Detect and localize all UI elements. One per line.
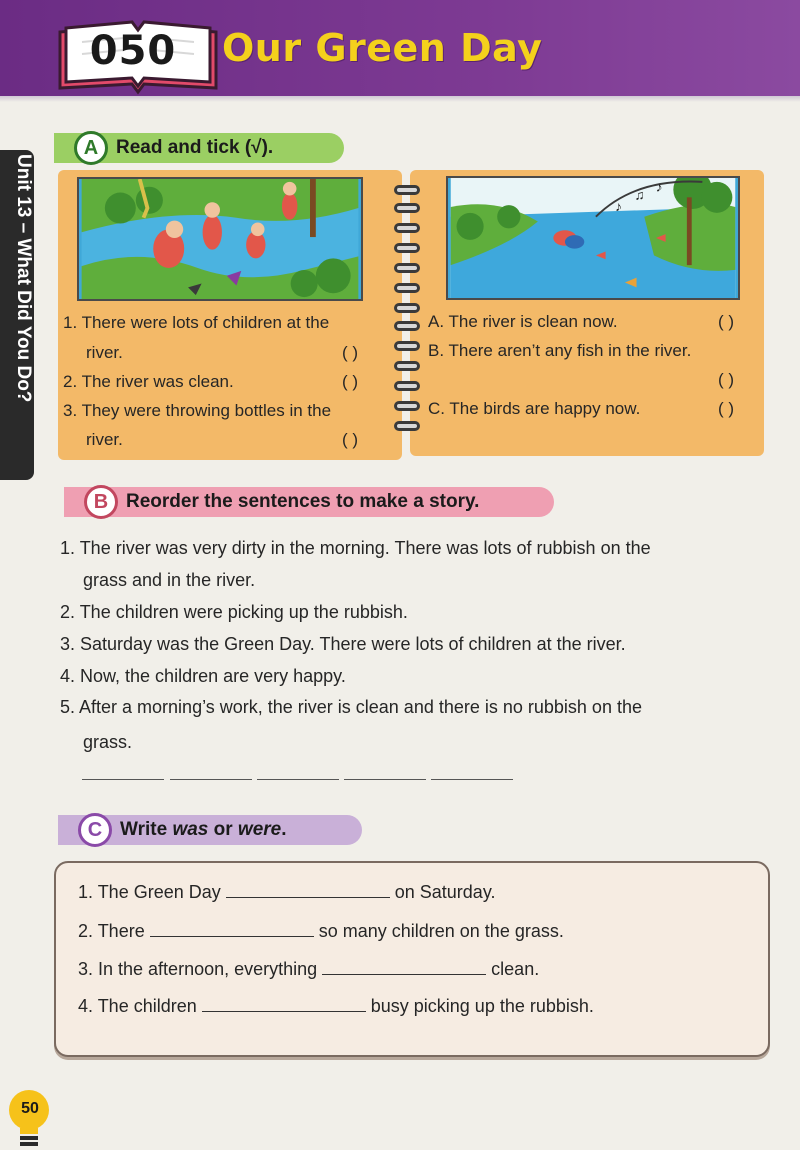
story-sentence-3: 3. Saturday was the Green Day. There were lots of children at the river. [60, 634, 626, 654]
svg-text:♫: ♫ [634, 187, 645, 203]
a-right-item-b-tick-box[interactable]: ( ) [718, 370, 735, 389]
section-c-title: Write was or were. [120, 819, 287, 840]
story-sentence-4: 4. Now, the children are very happy. [60, 666, 346, 686]
a-left-item-1-line2: river. [86, 343, 123, 362]
children-cleaning-river-picture [77, 177, 363, 301]
a-left-item-1-line1: 1. There were lots of children at the [63, 313, 330, 332]
story-sentence-1-cont: grass and in the river. [83, 570, 256, 590]
page-number: 50 [21, 1100, 39, 1117]
order-answer-blank-2[interactable] [170, 779, 252, 780]
section-a-letter: A [74, 131, 108, 165]
story-sentence-5-cont: grass. [83, 732, 133, 752]
svg-text:♪: ♪ [655, 179, 663, 195]
page-title: Our Green Day [222, 26, 543, 70]
order-answer-blank-3[interactable] [257, 779, 339, 780]
a-right-item-a-tick-box[interactable]: ( ) [718, 312, 735, 331]
fill-in-blank-2[interactable] [150, 919, 314, 937]
fill-in-blank-4[interactable] [202, 994, 366, 1012]
svg-text:♪: ♪ [615, 198, 623, 214]
story-sentence-2: 2. The children were picking up the rubbish. [60, 602, 408, 622]
section-a-banner [54, 133, 344, 163]
fill-in-item-4: 4. The children busy picking up the rubbish. [78, 996, 594, 1016]
lesson-number: 050 [89, 28, 177, 74]
order-answer-blank-5[interactable] [431, 779, 513, 780]
story-sentence-5: 5. After a morning’s work, the river is clean and there is no rubbish on the [60, 697, 642, 717]
fill-in-item-1: 1. The Green Day on Saturday. [78, 882, 496, 902]
unit-label: Unit 13 – What Did You Do? [13, 154, 34, 403]
section-c-banner [58, 815, 362, 845]
a-left-item-3-line1: 3. They were throwing bottles in the [63, 401, 332, 420]
section-b-title: Reorder the sentences to make a story. [126, 491, 480, 512]
fill-in-item-3: 3. In the afternoon, everything clean. [78, 959, 540, 979]
a-left-item-2-line1: 2. The river was clean. [63, 372, 234, 391]
fill-in-item-2: 2. There so many children on the grass. [78, 921, 564, 941]
section-b-letter: B [84, 485, 118, 519]
section-c-letter: C [78, 813, 112, 847]
unit-side-tab [0, 150, 34, 480]
lightbulb-icon [6, 1088, 52, 1150]
a-right-item-c: C. The birds are happy now. [428, 399, 641, 418]
a-right-item-c-tick-box[interactable]: ( ) [718, 399, 735, 418]
notebook-rings [388, 185, 426, 435]
a-left-item-2-tick-box[interactable]: ( ) [342, 372, 359, 391]
story-sentence-1: 1. The river was very dirty in the morning. There was lots of rubbish on the [60, 538, 651, 558]
a-left-item-3-tick-box[interactable]: ( ) [342, 430, 359, 449]
a-right-item-b: B. There aren’t any fish in the river. [428, 341, 692, 360]
section-a-title: Read and tick (√). [116, 137, 274, 158]
a-left-item-3-line2: river. [86, 430, 123, 449]
a-right-item-a: A. The river is clean now. [428, 312, 618, 331]
fill-in-blank-3[interactable] [322, 957, 486, 975]
fill-in-blank-1[interactable] [226, 880, 390, 898]
order-answer-blank-4[interactable] [344, 779, 426, 780]
section-b-banner [64, 487, 554, 517]
clean-river-picture [446, 176, 740, 300]
order-answer-blank-1[interactable] [82, 779, 164, 780]
a-left-item-1-tick-box[interactable]: ( ) [342, 343, 359, 362]
